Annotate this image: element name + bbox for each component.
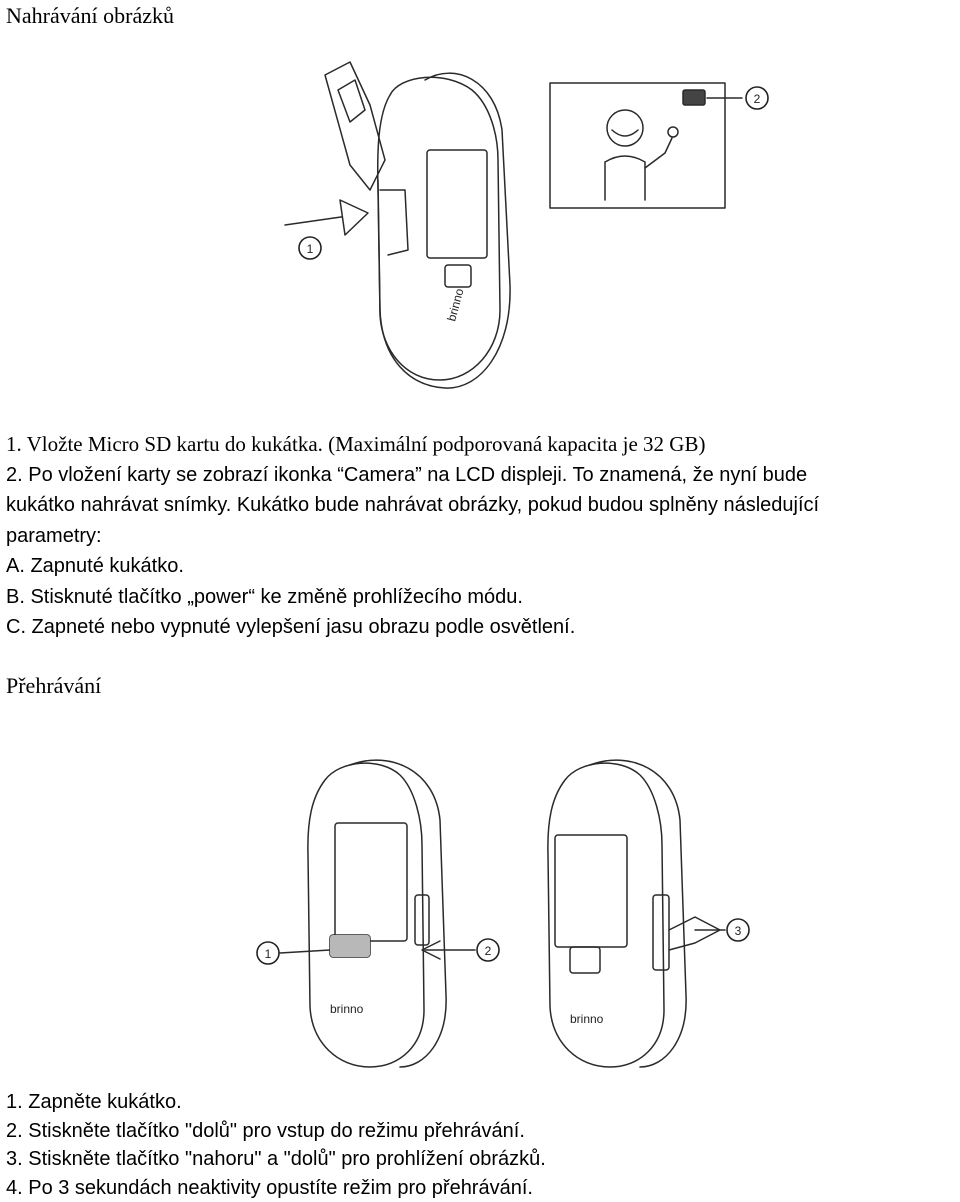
figure-upload [240, 50, 800, 400]
brand-logo: brinno [330, 1002, 364, 1016]
instruction-line: C. Zapneté nebo vypnuté vylepšení jasu obrazu podle osvětlení. [6, 612, 819, 643]
instruction-line: 4. Po 3 sekundách neaktivity opustíte režim pro přehrávání. [6, 1174, 546, 1202]
marker-1: 1 [307, 242, 314, 256]
marker-1: 1 [265, 947, 272, 961]
section-title-upload: Nahrávání obrázků [6, 3, 174, 29]
instruction-line: parametry: [6, 521, 819, 552]
brand-logo: brinno [570, 1012, 604, 1026]
marker-3: 3 [735, 924, 742, 938]
instruction-line: 2. Po vložení karty se zobrazí ikonka “Camera” na LCD displeji. To znamená, že nyní bude [6, 460, 819, 491]
brand-logo: brinno [444, 287, 466, 323]
instruction-line: kukátko nahrávat snímky. Kukátko bude nahrávat obrázky, pokud budou splněny následující [6, 490, 819, 521]
instruction-line: B. Stisknuté tlačítko „power“ ke změně prohlížecího módu. [6, 582, 819, 613]
playback-instructions [6, 1088, 546, 1202]
marker-2: 2 [754, 92, 761, 106]
instruction-line: 3. Stiskněte tlačítko "nahoru" a "dolů" pro prohlížení obrázků. [6, 1145, 546, 1174]
upload-instructions [6, 429, 819, 643]
instruction-line: 2. Stiskněte tlačítko "dolů" pro vstup do režimu přehrávání. [6, 1117, 546, 1146]
figure-playback [250, 745, 770, 1075]
instruction-line: 1. Zapněte kukátko. [6, 1088, 546, 1117]
section-title-playback: Přehrávání [6, 673, 101, 699]
instruction-line: A. Zapnuté kukátko. [6, 551, 819, 582]
marker-2: 2 [485, 944, 492, 958]
instruction-line: 1. Vložte Micro SD kartu do kukátka. (Maximální podporovaná kapacita je 32 GB) [6, 429, 819, 460]
